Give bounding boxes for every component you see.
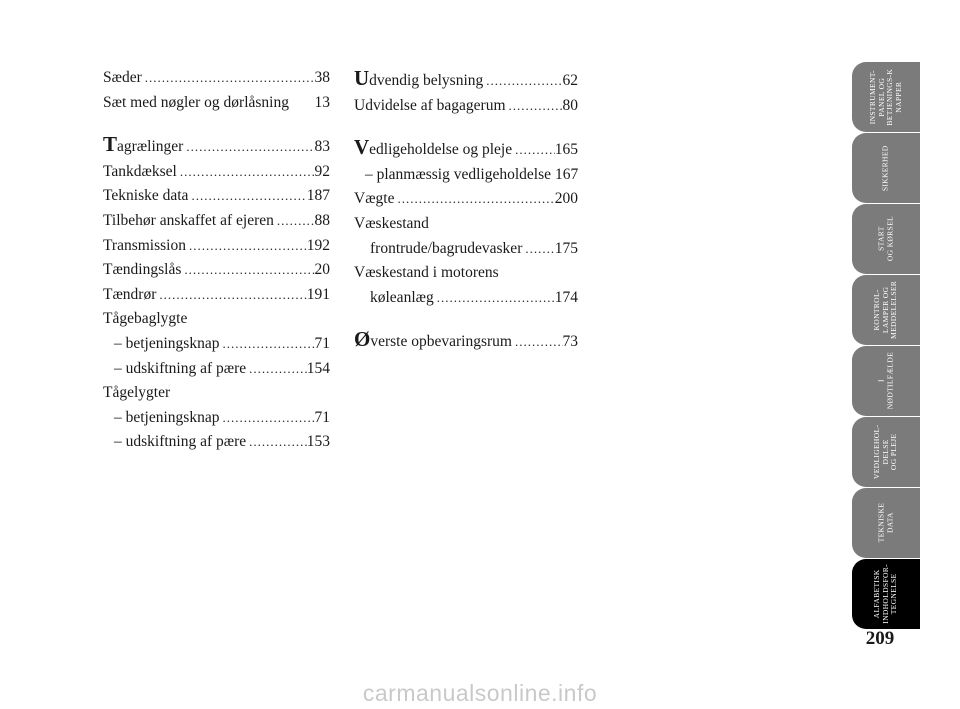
entry-page: 13 bbox=[314, 93, 330, 111]
entry-label: frontrude/bagrudevasker bbox=[370, 239, 523, 257]
entry-page: 175 bbox=[554, 239, 578, 257]
entry-label: Udvidelse af bagagerum bbox=[354, 96, 506, 114]
entry-page: 83 bbox=[314, 138, 330, 156]
entry-page: 62 bbox=[562, 72, 578, 89]
leader-dots bbox=[219, 332, 314, 357]
entry-label: Udvendig belysning bbox=[354, 66, 484, 90]
index-entry[interactable] bbox=[354, 66, 578, 94]
index-entry[interactable] bbox=[103, 66, 330, 91]
tab-label: KONTROL- LAMPER OG MEDDELELSER bbox=[872, 280, 899, 340]
tab-emergency[interactable] bbox=[852, 346, 920, 416]
tab-label: SIKKERHED bbox=[880, 145, 890, 191]
section-initial: Ø bbox=[354, 327, 371, 352]
entry-label: Sæder bbox=[103, 69, 142, 86]
leader-dots bbox=[246, 357, 307, 382]
entry-page: 92 bbox=[314, 162, 330, 180]
entry-page: 200 bbox=[554, 190, 578, 208]
index-entry[interactable] bbox=[103, 258, 330, 283]
tab-safety[interactable] bbox=[852, 133, 920, 203]
index-subentry[interactable] bbox=[103, 332, 330, 357]
entry-label: – betjeningsknap bbox=[114, 334, 220, 352]
tab-technical-data[interactable] bbox=[852, 488, 920, 558]
tab-label: TEKNISKE DATA bbox=[876, 503, 894, 543]
index-entry[interactable] bbox=[354, 327, 578, 355]
section-initial: V bbox=[354, 135, 370, 160]
index-subentry[interactable] bbox=[103, 430, 330, 455]
entry-label: – betjeningsknap bbox=[114, 408, 220, 426]
entry-label: Tankdæksel bbox=[103, 162, 177, 180]
leader-dots bbox=[274, 209, 315, 234]
index-entry[interactable] bbox=[103, 184, 330, 209]
entry-label: Tændingslås bbox=[103, 261, 182, 279]
entry-label: Tekniske data bbox=[103, 187, 189, 205]
tab-start-driving[interactable] bbox=[852, 204, 920, 274]
entry-label: – udskiftning af pære bbox=[114, 359, 247, 377]
entry-label: Vægte bbox=[354, 190, 395, 208]
tab-label: VEDLIGEHOL- DELSE OG PLEJE bbox=[872, 424, 899, 480]
entry-page: 187 bbox=[306, 187, 330, 205]
leader-dots bbox=[394, 187, 554, 212]
entry-label: Transmission bbox=[103, 236, 186, 254]
leader-dots bbox=[434, 286, 555, 311]
index-subentry[interactable] bbox=[354, 286, 578, 311]
tab-label: ALFABETISK INDHOLDSFOR- TEGNELSE bbox=[872, 564, 899, 624]
entry-page: 73 bbox=[562, 333, 578, 351]
tab-maintenance[interactable] bbox=[852, 417, 920, 487]
leader-dots bbox=[183, 135, 314, 160]
entry-page: 174 bbox=[554, 288, 578, 306]
index-heading: Tågebaglygte bbox=[103, 310, 188, 328]
entry-page: 71 bbox=[314, 334, 330, 352]
entry-label: Tilbehør anskaffet af ejeren bbox=[103, 211, 274, 229]
entry-page: 38 bbox=[314, 69, 330, 86]
index-heading: Væskestand i motorens bbox=[354, 264, 499, 282]
entry-page: 153 bbox=[306, 433, 330, 451]
entry-label: Tagrælinger bbox=[103, 132, 184, 157]
entry-page: 191 bbox=[306, 285, 330, 303]
leader-dots bbox=[156, 283, 306, 308]
watermark: carmanualsonline.info bbox=[362, 680, 598, 706]
index-subentry[interactable] bbox=[354, 237, 578, 262]
leader-dots bbox=[188, 184, 306, 209]
leader-dots bbox=[512, 330, 563, 355]
entry-label: Sæt med nøgler og dørlåsning bbox=[103, 93, 289, 111]
entry-page: 80 bbox=[562, 96, 578, 114]
index-entry[interactable] bbox=[354, 94, 578, 119]
leader-dots bbox=[219, 406, 314, 431]
entry-label: køleanlæg bbox=[370, 288, 434, 306]
index-column-left bbox=[103, 66, 330, 455]
entry-label: Vedligeholdelse og pleje bbox=[354, 135, 513, 160]
index-entry[interactable] bbox=[354, 135, 578, 163]
leader-dots bbox=[506, 94, 563, 119]
entry-page: 192 bbox=[306, 236, 330, 254]
tab-label: START OG KØRSEL bbox=[876, 216, 894, 262]
entry-page: 167 bbox=[554, 165, 579, 183]
index-entry[interactable] bbox=[103, 132, 330, 160]
index-entry[interactable] bbox=[103, 234, 330, 259]
index-subentry[interactable] bbox=[103, 406, 330, 431]
index-subentry[interactable] bbox=[103, 357, 330, 382]
section-initial: T bbox=[103, 132, 118, 157]
leader-dots bbox=[246, 430, 307, 455]
tab-label: INSTRUMENT- PANEL OG BETJENINGS-K NAPPER bbox=[867, 68, 903, 126]
entry-page: 154 bbox=[306, 359, 330, 377]
tab-instrument-panel[interactable] bbox=[852, 62, 920, 132]
tab-warning-lights[interactable] bbox=[852, 275, 920, 345]
leader-dots bbox=[186, 234, 307, 259]
entry-label: Tændrør bbox=[103, 285, 157, 303]
index-entry[interactable] bbox=[103, 91, 330, 116]
entry-label: – udskiftning af pære bbox=[114, 433, 247, 451]
index-heading: Tågelygter bbox=[103, 384, 171, 402]
entry-label: Øverste opbevaringsrum bbox=[354, 327, 512, 352]
tab-alphabetical-index[interactable] bbox=[852, 559, 920, 629]
tab-label: I NØDTILFÆLDE bbox=[876, 352, 894, 410]
index-column-right bbox=[354, 66, 578, 355]
entry-page: 71 bbox=[314, 408, 330, 426]
leader-dots bbox=[142, 66, 315, 91]
entry-label: – planmæssig vedligeholdelse bbox=[365, 165, 551, 183]
leader-dots bbox=[512, 138, 555, 163]
index-entry[interactable] bbox=[354, 187, 578, 212]
leader-dots bbox=[177, 160, 315, 185]
entry-page: 20 bbox=[314, 261, 330, 279]
section-initial: U bbox=[354, 66, 370, 90]
index-heading: Væskestand bbox=[354, 214, 429, 232]
leader-dots bbox=[483, 69, 562, 94]
leader-dots bbox=[181, 258, 314, 283]
index-entry[interactable] bbox=[103, 160, 330, 185]
index-entry[interactable] bbox=[103, 209, 330, 234]
index-subentry[interactable] bbox=[354, 163, 578, 188]
leader-dots bbox=[522, 237, 554, 262]
index-entry[interactable] bbox=[103, 283, 330, 308]
entry-page: 88 bbox=[314, 211, 330, 229]
page-number: 209 bbox=[865, 628, 895, 649]
entry-page: 165 bbox=[554, 141, 578, 159]
